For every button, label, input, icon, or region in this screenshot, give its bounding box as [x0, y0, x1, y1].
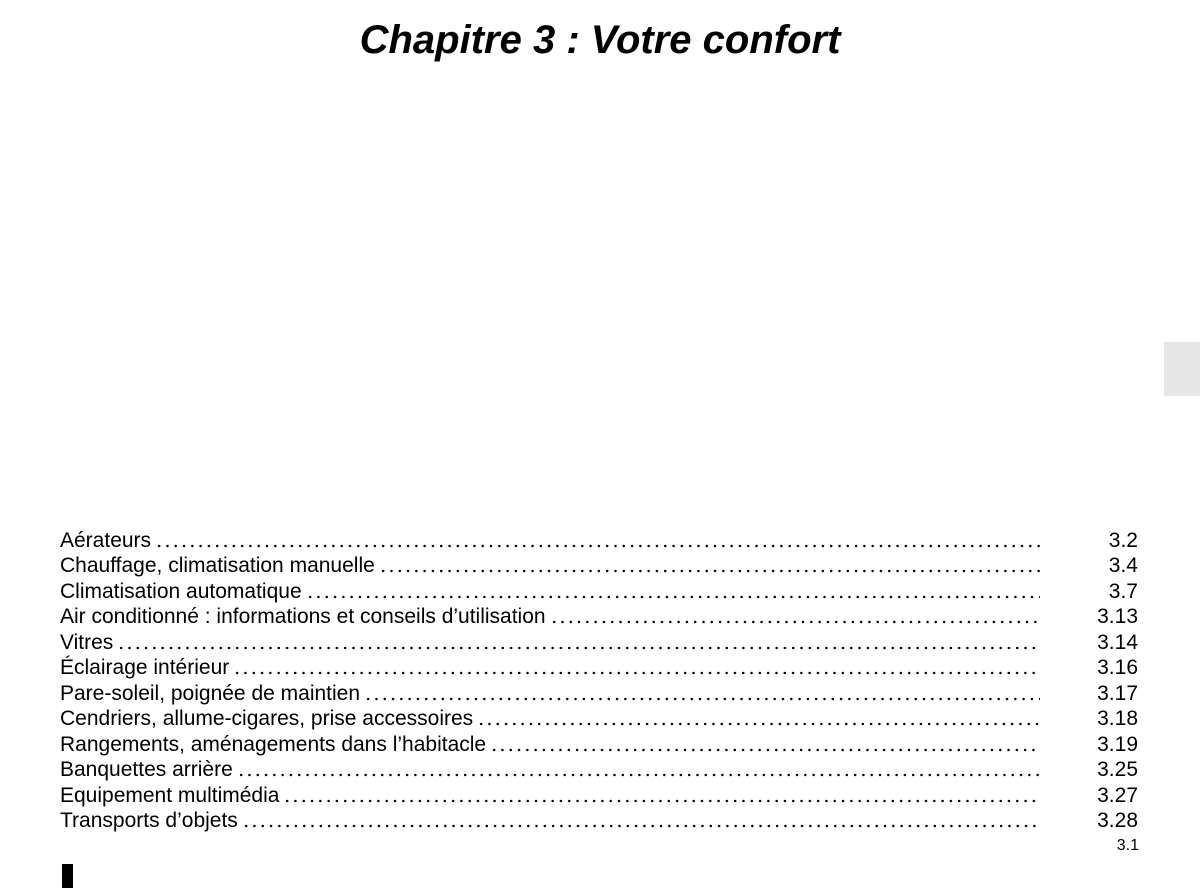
toc-entry-label: Pare-soleil, poignée de maintien: [60, 681, 361, 705]
toc-entry-page: 3.2: [1108, 528, 1138, 552]
toc-entry-page: 3.25: [1097, 758, 1138, 781]
dot-leader: [364, 680, 1040, 706]
toc-entry-aerateurs[interactable]: [60, 521, 1138, 552]
dot-leader: [242, 808, 1040, 834]
toc-entry-label: Aérateurs: [60, 528, 152, 552]
toc-entry-label: Equipement multimédia: [60, 783, 280, 807]
toc-entry-page: 3.16: [1097, 656, 1138, 679]
toc-entry-page: 3.13: [1097, 605, 1138, 628]
toc-entry-page: 3.7: [1108, 579, 1138, 603]
dot-leader: [306, 578, 1040, 604]
toc-entry-label: Transports d’objets: [60, 809, 238, 832]
margin-marker-bar: [62, 864, 73, 888]
dot-leader: [117, 629, 1040, 655]
toc-entry-label: Air conditionné : informations et conseils d’utilisation: [60, 605, 546, 628]
toc-entry-page: 3.19: [1097, 732, 1138, 756]
chapter-side-tab: [1164, 342, 1200, 396]
dot-leader: [237, 757, 1040, 783]
toc-entry-page: 3.17: [1097, 681, 1138, 705]
dot-leader: [379, 553, 1040, 579]
toc-entry-label: Rangements, aménagements dans l’habitacle: [60, 732, 487, 756]
toc-entry-page: 3.28: [1097, 809, 1138, 832]
toc-entry-page: 3.14: [1097, 630, 1138, 654]
toc-entry-label: Banquettes arrière: [60, 758, 233, 781]
toc-entry-label: Éclairage intérieur: [60, 656, 230, 679]
toc-entry-page: 3.18: [1097, 707, 1138, 730]
page-number: 3.1: [1116, 837, 1139, 854]
toc-entry-label: Climatisation automatique: [60, 579, 302, 603]
toc-entry-label: Vitres: [60, 630, 114, 654]
toc-entry-label: Chauffage, climatisation manuelle: [60, 554, 375, 577]
dot-leader: [490, 731, 1040, 757]
dot-leader: [155, 527, 1040, 553]
toc-entry-page: 3.27: [1097, 783, 1138, 807]
table-of-contents: [60, 521, 1138, 832]
dot-leader: [477, 706, 1040, 732]
chapter-title: Chapitre 3 : Votre confort: [359, 18, 841, 62]
toc-entry-page: 3.4: [1108, 554, 1138, 577]
dot-leader: [550, 604, 1040, 630]
toc-entry-label: Cendriers, allume-cigares, prise accessoires: [60, 707, 474, 730]
dot-leader: [233, 655, 1040, 681]
dot-leader: [283, 782, 1040, 808]
